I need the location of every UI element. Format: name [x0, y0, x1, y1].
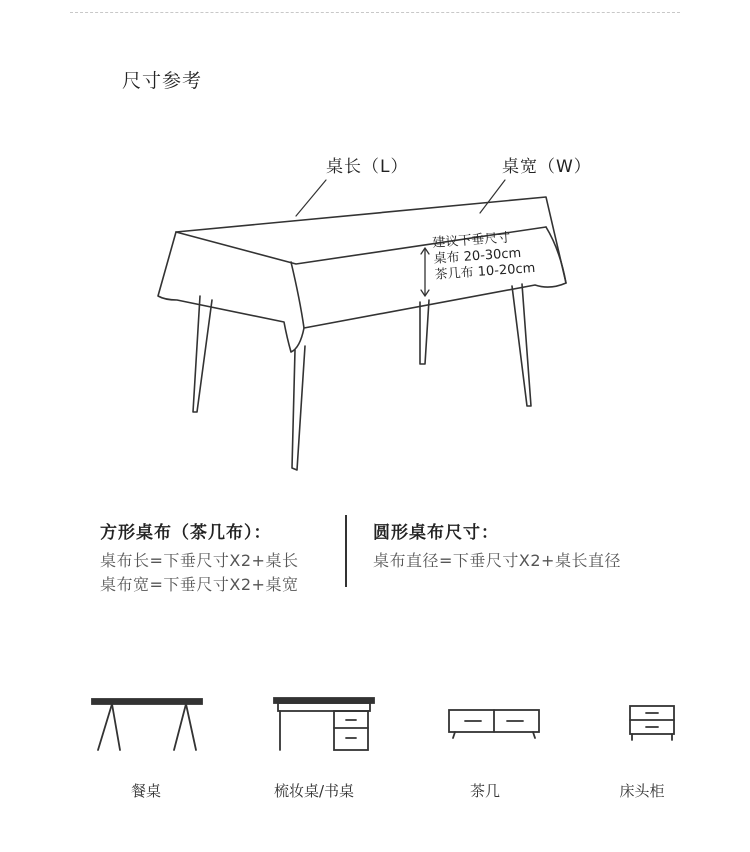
- furniture-dining-table: [66, 690, 226, 800]
- table-length-label: 桌长（L）: [326, 157, 409, 177]
- formula-divider: [345, 515, 347, 587]
- table-width-label: 桌宽（W）: [502, 157, 592, 177]
- tablecloth-fold-left: [291, 262, 304, 328]
- furniture-label: 餐桌: [130, 782, 161, 800]
- desk-icon: [244, 690, 384, 760]
- nightstand-icon: [572, 690, 712, 760]
- tv-cabinet-icon: [415, 690, 555, 760]
- drop-note-line: 茶几布 10-20cm: [434, 260, 536, 283]
- square-formula-block: [100, 518, 298, 597]
- table-leg-front-right: [512, 284, 531, 406]
- drop-note-line: 桌布 20-30cm: [433, 245, 522, 267]
- drop-note-line: 建议下垂尺寸: [432, 230, 511, 251]
- table-leg-back-left: [193, 296, 212, 412]
- furniture-nightstand: [562, 690, 722, 800]
- furniture-coffee-table: [405, 690, 565, 800]
- round-formula-block: [373, 518, 621, 573]
- dining-table-icon: [76, 690, 216, 760]
- table-leg-front-center: [292, 346, 305, 470]
- width-leader-line: [480, 180, 505, 213]
- drop-size-note: [432, 229, 536, 284]
- round-formula-diameter: 桌布直径=下垂尺寸X2+桌长直径: [373, 551, 621, 570]
- section-title: 尺寸参考: [122, 70, 203, 92]
- furniture-label: 床头柜: [619, 782, 665, 800]
- furniture-label: 茶几: [469, 782, 500, 800]
- square-formula-length: 桌布长=下垂尺寸X2+桌长: [100, 551, 299, 570]
- length-leader-line: [296, 180, 326, 216]
- furniture-desk: [234, 690, 394, 800]
- square-formula-width: 桌布宽=下垂尺寸X2+桌宽: [100, 575, 299, 594]
- furniture-label: 梳妆桌/书桌: [273, 782, 355, 800]
- tablecloth-fold-right: [546, 227, 566, 283]
- round-formula-title: 圆形桌布尺寸：: [373, 523, 499, 543]
- square-formula-title: 方形桌布（茶几布）：: [100, 523, 272, 543]
- table-leg-back-right: [420, 300, 429, 364]
